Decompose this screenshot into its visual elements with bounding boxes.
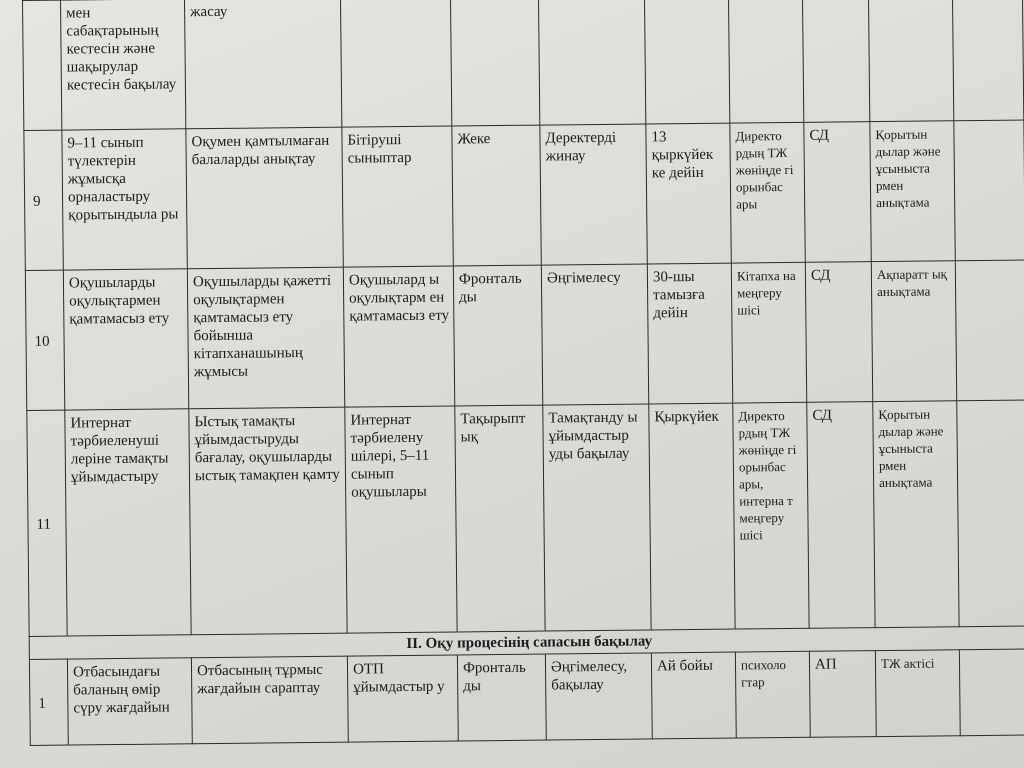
row-number (23, 0, 62, 130)
control-responsible: Директо рдың ТЖ жөніңде гі орынбас ары (730, 122, 805, 263)
table-row (23, 0, 1024, 130)
control-deadline: Қыркүйек (649, 403, 735, 630)
control-type (450, 0, 539, 126)
control-object: Интернат тәрбиелену шілері, 5–11 сынып оқушылары (345, 406, 457, 633)
section-title: ІІ. Оқу процесінің сапасын бақылау (29, 626, 1024, 659)
control-object: ОТП ұйымдастыр у (347, 655, 458, 742)
empty-cell (957, 400, 1024, 627)
control-responsible: психоло гтар (735, 651, 810, 738)
review-place: СД (804, 122, 871, 263)
empty-cell (955, 260, 1024, 401)
control-deadline: Ай бойы (651, 652, 736, 739)
control-topic: Интернат тәрбиеленуші леріне тамақты ұйымдастыру (65, 409, 191, 636)
row-number: 11 (27, 410, 67, 636)
table-row (27, 400, 1024, 636)
control-result: Қорытын дылар және ұсыныста рмен анықтама (870, 121, 955, 262)
control-result (868, 0, 953, 122)
control-result: Ақпаратт ық анықтама (871, 261, 956, 402)
control-type: Фронталь ды (453, 265, 542, 406)
control-topic: Отбасындағы баланың өмір сүру жағдайын (67, 658, 192, 745)
control-purpose: Оқушыларды қажетті оқулықтармен қамтамасыз ету бойынша кітапханашының жұмысы (187, 267, 344, 409)
review-place: СД (805, 262, 872, 403)
empty-cell (959, 649, 1024, 736)
control-result: Қорытын дылар және ұсыныста рмен анықтама (873, 401, 959, 628)
review-place: СД (807, 402, 875, 629)
review-place: АП (809, 651, 876, 738)
table-row (24, 120, 1024, 270)
control-object (340, 0, 451, 127)
row-number: 10 (25, 270, 64, 410)
empty-cell (952, 0, 1023, 121)
empty-cell (954, 120, 1024, 261)
control-purpose: жасау (184, 0, 341, 129)
control-purpose: Оқумен қамтылмаған балаларды анықтау (186, 127, 343, 269)
control-method: Әңгімелесу, бақылау (545, 653, 652, 740)
control-topic: Оқушыларды оқулықтармен қамтамасыз ету (63, 269, 188, 410)
control-plan-table (22, 0, 1024, 746)
control-responsible (728, 0, 803, 123)
control-method (538, 0, 645, 125)
control-object: Бітіруші сыныптар (342, 126, 453, 267)
document-page (22, 0, 1024, 740)
control-result: ТЖ актісі (875, 650, 960, 737)
control-deadline (644, 0, 729, 124)
row-number: 9 (24, 130, 63, 270)
control-deadline: 13 қыркүйек ке дейін (646, 123, 731, 264)
control-topic: 9–11 сынып түлектерін жұмысқа орналастыру қорытындыла ры (62, 129, 187, 270)
control-responsible: Директо рдың ТЖ жөніңде гі орынбас ары, интерна т меңгеру шісі (733, 402, 809, 629)
table-row (29, 649, 1024, 745)
control-purpose: Ыстық тамақты ұйымдастыруды бағалау, оқушыларды ыстық тамақпен қамту (189, 407, 347, 635)
control-method: Деректерді жинау (540, 124, 647, 265)
review-place (802, 0, 869, 122)
control-type: Фронталь ды (457, 654, 546, 741)
control-topic: мен сабақтарының кестесін және шақырулар кестесін бақылау (61, 0, 186, 130)
control-method: Әңгімелесу (541, 264, 648, 405)
control-type: Тақырыпт ық (455, 405, 545, 632)
control-responsible: Кітапха на меңгеру шісі (731, 262, 806, 403)
control-type: Жеке (452, 125, 541, 266)
control-purpose: Отбасының тұрмыс жағдайын сараптау (191, 656, 348, 744)
control-object: Оқушылард ы оқулықтарм ен қамтамасыз ету (343, 266, 454, 407)
control-method: Тамақтанду ы ұйымдастыр уды бақылау (543, 404, 651, 631)
control-deadline: 30-шы тамызға дейін (647, 263, 732, 404)
row-number: 1 (29, 659, 68, 745)
table-row (25, 260, 1024, 410)
